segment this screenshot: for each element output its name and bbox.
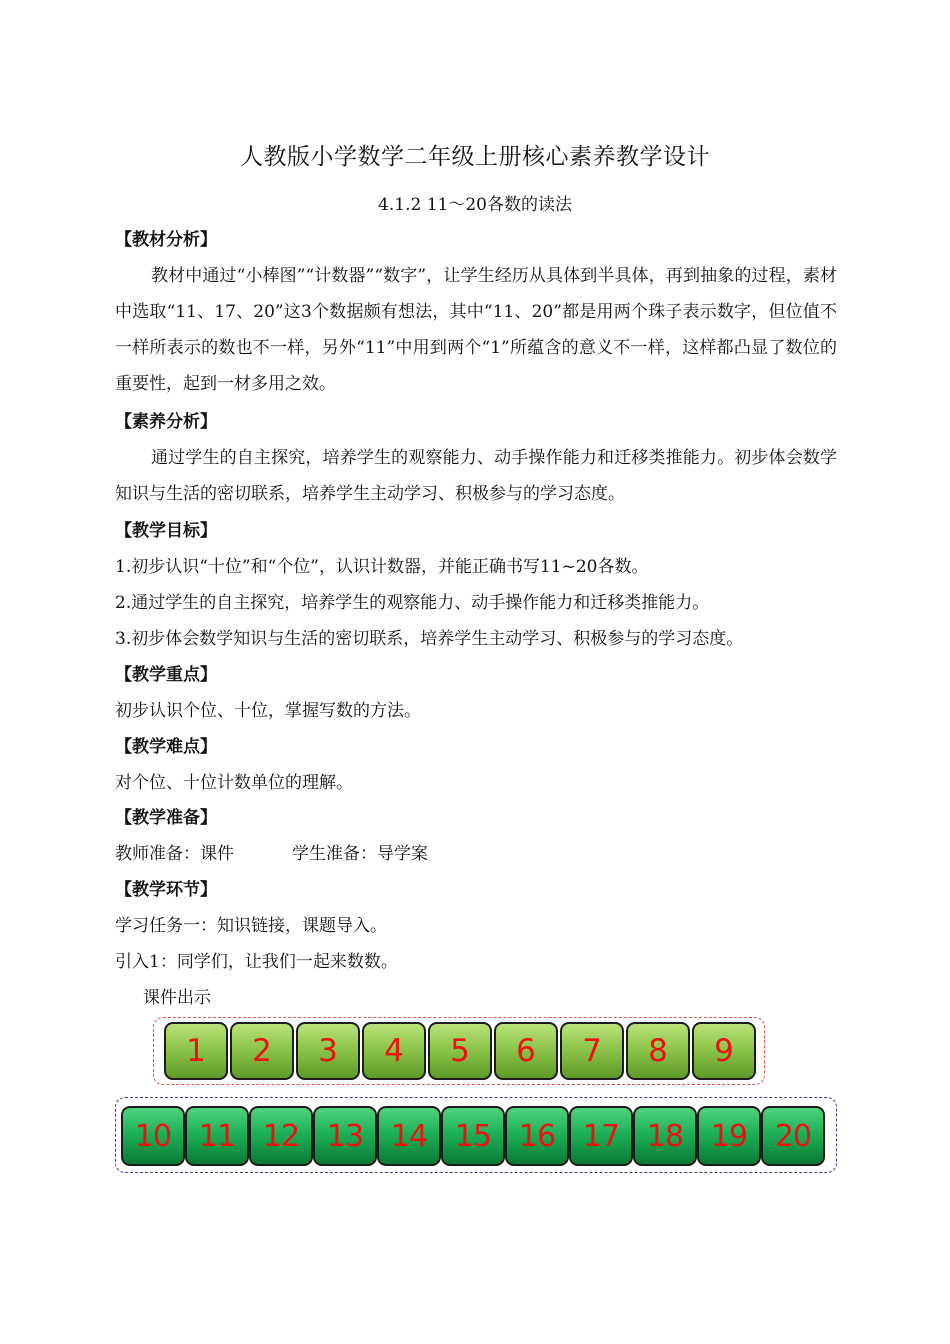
paragraph: 教材中通过“小棒图”“计数器”“数字”，让学生经历从具体到半具体，再到抽象的过程，素材中选取“11、17、20”这3个数据颇有想法，其中“11、20”都是用两个珠子表示数字，但位值不一样所表示的数也不一样，另外“11”中用到两个“1”所蕴含的意义不一样，这样都凸显了数位的重要性，起到一材多用之效。	[115, 266, 837, 394]
section-process	[115, 872, 837, 1016]
section-key-point	[115, 657, 837, 729]
paragraph: 对个位、十位计数单位的理解。	[115, 773, 353, 793]
section-literacy-analysis	[115, 404, 837, 512]
goal-item: 1.初步认识“十位”和“个位”，认识计数器，并能正确书写11~20各数。	[115, 557, 649, 577]
number-tile: 1	[164, 1022, 228, 1080]
section-difficult-point	[115, 729, 837, 801]
student-prep: 学生准备：导学案	[292, 844, 428, 864]
section-preparation	[115, 800, 837, 872]
section-heading: 【教学难点】	[115, 737, 217, 757]
number-tile: 16	[505, 1106, 569, 1166]
number-tile: 4	[362, 1022, 426, 1080]
number-tile: 15	[441, 1106, 505, 1166]
section-heading: 【教学重点】	[115, 665, 217, 685]
section-textbook-analysis	[115, 222, 837, 402]
number-tile: 3	[296, 1022, 360, 1080]
number-tile: 18	[633, 1106, 697, 1166]
goal-item: 2.通过学生的自主探究，培养学生的观察能力、动手操作能力和迁移类推能力。	[115, 593, 710, 613]
task-line: 学习任务一：知识链接，课题导入。	[115, 916, 387, 936]
section-heading: 【教学环节】	[115, 880, 217, 900]
number-tile: 6	[494, 1022, 558, 1080]
paragraph: 通过学生的自主探究，培养学生的观察能力、动手操作能力和迁移类推能力。初步体会数学知识与生活的密切联系，培养学生主动学习、积极参与的学习态度。	[115, 448, 837, 504]
number-tile: 20	[761, 1106, 825, 1166]
number-tile: 19	[697, 1106, 761, 1166]
number-tile: 10	[121, 1106, 185, 1166]
number-tile: 8	[626, 1022, 690, 1080]
goal-item: 3.初步体会数学知识与生活的密切联系，培养学生主动学习、积极参与的学习态度。	[115, 629, 744, 649]
prep-line	[115, 836, 837, 872]
number-tile: 9	[692, 1022, 756, 1080]
intro-line: 引入1：同学们，让我们一起来数数。	[115, 952, 398, 972]
section-goals	[115, 513, 837, 657]
section-heading: 【素养分析】	[115, 412, 217, 432]
paragraph: 初步认识个位、十位，掌握写数的方法。	[115, 701, 421, 721]
courseware-caption: 课件出示	[143, 988, 211, 1008]
number-tile: 7	[560, 1022, 624, 1080]
section-heading: 【教学目标】	[115, 521, 217, 541]
number-tile: 17	[569, 1106, 633, 1166]
number-tile: 14	[377, 1106, 441, 1166]
number-tile: 12	[249, 1106, 313, 1166]
number-tile: 2	[230, 1022, 294, 1080]
section-heading: 【教材分析】	[115, 230, 217, 250]
number-tile: 11	[185, 1106, 249, 1166]
lesson-subtitle: 4.1.2 11～20各数的读法	[378, 195, 572, 215]
number-tile: 5	[428, 1022, 492, 1080]
teacher-prep: 教师准备：课件	[115, 844, 234, 864]
number-tile: 13	[313, 1106, 377, 1166]
document-title: 人教版小学数学二年级上册核心素养教学设计	[240, 144, 710, 170]
section-heading: 【教学准备】	[115, 808, 217, 828]
